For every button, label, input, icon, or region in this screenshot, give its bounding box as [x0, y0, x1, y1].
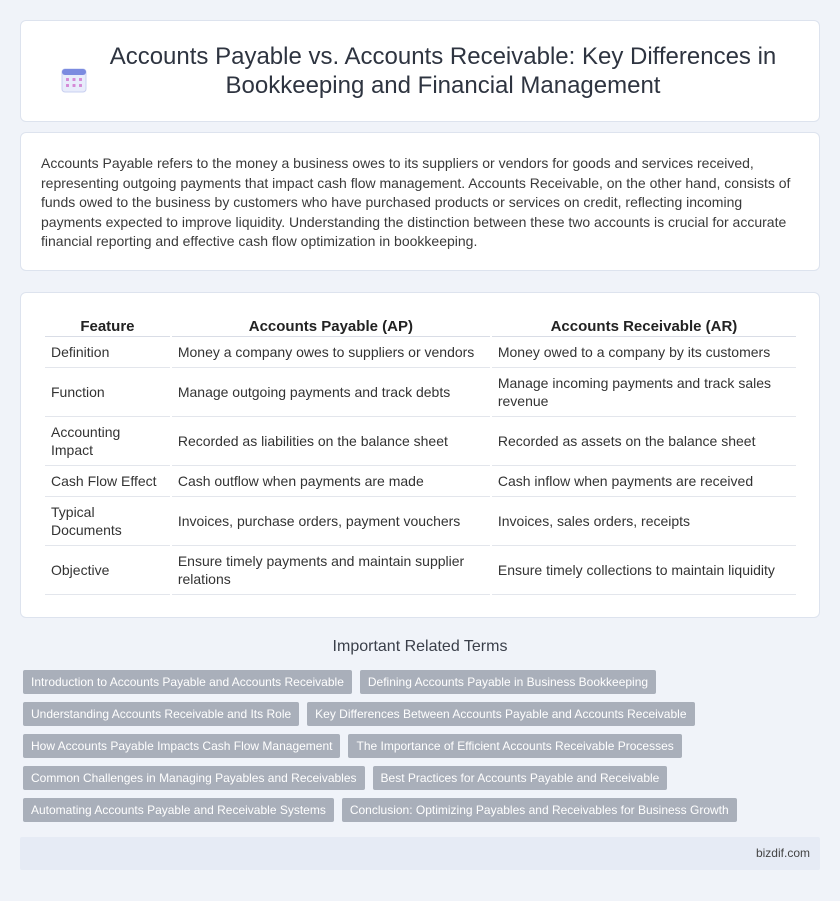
row-feature: Definition — [45, 337, 170, 368]
row-ar-value: Cash inflow when payments are received — [492, 466, 796, 497]
related-term-link[interactable]: Understanding Accounts Receivable and Its Role — [23, 702, 299, 726]
row-feature: Cash Flow Effect — [45, 466, 170, 497]
related-term-link[interactable]: How Accounts Payable Impacts Cash Flow Management — [23, 734, 340, 758]
calendar-grid-icon — [60, 66, 88, 94]
row-ap-value: Recorded as liabilities on the balance sheet — [172, 417, 490, 466]
related-terms-title: Important Related Terms — [332, 638, 508, 655]
tag-row — [23, 734, 823, 758]
comparison-table — [43, 309, 798, 595]
related-term-link[interactable]: Common Challenges in Managing Payables and Receivables — [23, 766, 365, 790]
related-term-link[interactable]: The Importance of Efficient Accounts Receivable Processes — [348, 734, 681, 758]
table-row — [45, 497, 796, 546]
related-term-link[interactable]: Key Differences Between Accounts Payable and Accounts Receivable — [307, 702, 694, 726]
table-row — [45, 417, 796, 466]
header-accounts-payable: Accounts Payable (AP) — [172, 309, 490, 337]
header-feature: Feature — [45, 309, 170, 337]
footer — [20, 837, 820, 870]
row-ap-value: Manage outgoing payments and track debts — [172, 368, 490, 417]
tag-row — [23, 702, 823, 726]
row-ar-value: Recorded as assets on the balance sheet — [492, 417, 796, 466]
related-terms-tags — [23, 670, 823, 830]
intro-paragraph: Accounts Payable refers to the money a business owes to its suppliers or vendors for goods and services received, representing outgoing payments that impact cash flow management. Accounts Receivable, on the other hand, consists of funds owed to the business by customers who have purchased products or services on credit, reflecting incoming payments expected to improve liquidity. Understanding the distinction between these two accounts is crucial for accurate financial reporting and effective cash flow optimization in bookkeeping. — [41, 155, 791, 249]
row-ar-value: Ensure timely collections to maintain liquidity — [492, 546, 796, 595]
related-term-link[interactable]: Best Practices for Accounts Payable and Receivable — [373, 766, 668, 790]
footer-site-name: bizdif.com — [755, 846, 810, 860]
row-ar-value: Money owed to a company by its customers — [492, 337, 796, 368]
table-row — [45, 337, 796, 368]
tag-row — [23, 670, 823, 694]
related-term-link[interactable]: Defining Accounts Payable in Business Bookkeeping — [360, 670, 656, 694]
table-row — [45, 368, 796, 417]
tag-row — [23, 766, 823, 790]
row-ap-value: Money a company owes to suppliers or vendors — [172, 337, 490, 368]
comparison-table-card — [20, 292, 820, 618]
tag-row — [23, 798, 823, 822]
table-row — [45, 546, 796, 595]
row-ar-value: Invoices, sales orders, receipts — [492, 497, 796, 546]
row-ap-value: Cash outflow when payments are made — [172, 466, 490, 497]
page-title: Accounts Payable vs. Accounts Receivable: Key Differences in Bookkeeping and Financial Management — [109, 43, 777, 99]
row-ap-value: Invoices, purchase orders, payment vouchers — [172, 497, 490, 546]
header-card — [20, 20, 820, 122]
header-accounts-receivable: Accounts Receivable (AR) — [492, 309, 796, 337]
row-feature: Objective — [45, 546, 170, 595]
related-term-link[interactable]: Conclusion: Optimizing Payables and Receivables for Business Growth — [342, 798, 737, 822]
row-ar-value: Manage incoming payments and track sales revenue — [492, 368, 796, 417]
row-feature: Accounting Impact — [45, 417, 170, 466]
row-feature: Typical Documents — [45, 497, 170, 546]
intro-card — [20, 132, 820, 271]
row-feature: Function — [45, 368, 170, 417]
table-row — [45, 466, 796, 497]
header-inner — [60, 42, 780, 100]
related-term-link[interactable]: Introduction to Accounts Payable and Accounts Receivable — [23, 670, 352, 694]
related-term-link[interactable]: Automating Accounts Payable and Receivable Systems — [23, 798, 334, 822]
table-header-row — [45, 309, 796, 337]
row-ap-value: Ensure timely payments and maintain supplier relations — [172, 546, 490, 595]
